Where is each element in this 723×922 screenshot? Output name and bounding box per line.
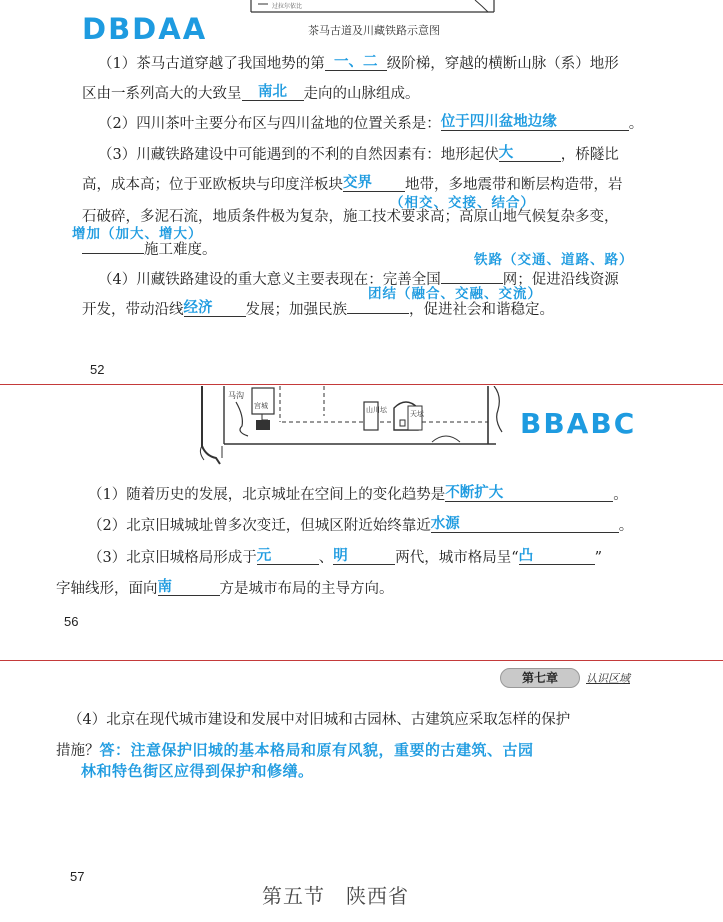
q4-line1: （4）川藏铁路建设的重大意义主要表现在：完善全国 网；促进沿线资源 bbox=[98, 267, 619, 290]
q1-line2: 区由一系列高大的大致呈 南北 走向的山脉组成。 bbox=[82, 84, 420, 102]
q56-3-line2: 字轴线形，面向南 方是城市布局的主导方向。 bbox=[56, 579, 394, 597]
page-divider bbox=[0, 660, 723, 661]
answer-blank: 位于四川盆地边缘 bbox=[440, 114, 557, 130]
map-label-tiantan: 天坛 bbox=[410, 410, 424, 418]
answer-blank: 南 bbox=[157, 579, 172, 595]
answer-blank: 不断扩大 bbox=[445, 485, 504, 501]
answer-blank: 大 bbox=[498, 145, 514, 161]
mc-answers-56: BBABC bbox=[520, 407, 637, 440]
map-legend-text: 过拉尔依比 bbox=[272, 3, 303, 10]
page-divider bbox=[0, 384, 723, 385]
answer-blank: 一、二 bbox=[333, 54, 378, 70]
chapter-subtitle: 认识区域 bbox=[586, 672, 630, 685]
answer-blank: 明 bbox=[333, 548, 348, 564]
q56-2-line: （2）北京旧城城址曾多次变迁，但城区附近始终靠近水源 。 bbox=[88, 516, 634, 534]
q56-3-line1: （3）北京旧城格局形成于元 、明 两代，城市格局呈“凸 ” bbox=[88, 548, 603, 566]
chapter-badge: 第七章 bbox=[500, 668, 580, 688]
q3-alt-answers: （相交、交接、结合） bbox=[390, 195, 535, 211]
answer-blank: 南北 bbox=[258, 84, 287, 100]
q3-line3: 石破碎，多泥石流，地质条件极为复杂，施工技术要求高；高原山地气候复杂多变， bbox=[82, 209, 619, 225]
page-number: 56 bbox=[64, 614, 79, 629]
q2-line: （2）四川茶叶主要分布区与四川盆地的位置关系是：位于四川盆地边缘 。 bbox=[98, 114, 644, 132]
answer-blank: 元 bbox=[256, 548, 272, 564]
q57-answer-line1: 答：注意保护旧城的基本格局和原有风貌，重要的古建筑、古园 bbox=[99, 741, 534, 759]
q3-line2: 高，成本高；位于亚欧板块与印度洋板块交界 地带，多地震带和断层构造带，岩 bbox=[82, 175, 623, 193]
q1-line1: （1）茶马古道穿越了我国地势的第 一、二 级阶梯，穿越的横断山脉（系）地形 bbox=[98, 54, 619, 72]
q4-answer-ethnic: 团结（融合、交融、交流） bbox=[368, 286, 542, 302]
q57-4-line2: 措施？答：注意保护旧城的基本格局和原有风貌，重要的古建筑、古园 bbox=[56, 741, 534, 759]
q56-1-line: （1）随着历史的发展，北京城址在空间上的变化趋势是不断扩大 。 bbox=[88, 485, 628, 503]
beijing-old-city-map bbox=[196, 386, 512, 466]
q3-line4: 施工难度。 bbox=[82, 237, 217, 260]
page-number: 57 bbox=[70, 869, 85, 884]
answer-blank: 交界 bbox=[343, 175, 372, 191]
page-number: 52 bbox=[90, 362, 105, 377]
tea-horse-road-map bbox=[250, 0, 495, 14]
q3-answer-difficulty: 增加（加大、增大） bbox=[72, 226, 203, 242]
map-label-palace: 宫城 bbox=[254, 402, 268, 410]
q57-4-line1: （4）北京在现代城市建设和发展中对旧城和古园林、古建筑应采取怎样的保护 bbox=[68, 712, 571, 728]
q4-line2: 开发，带动沿线经济 发展；加强民族 ，促进社会和谐稳定。 bbox=[82, 297, 554, 320]
q57-answer-line2: 林和特色街区应得到保护和修缮。 bbox=[81, 762, 314, 780]
map-label-left: 马沟 bbox=[228, 391, 244, 400]
mc-answers-52: DBDAA bbox=[82, 12, 208, 46]
map-label-shanchuan: 山川坛 bbox=[366, 406, 387, 414]
answer-blank: 经济 bbox=[183, 300, 213, 316]
map-caption: 茶马古道及川藏铁路示意图 bbox=[308, 24, 440, 37]
next-section-title: 第五节 陕西省 bbox=[262, 884, 409, 908]
answer-blank: 水源 bbox=[430, 516, 460, 532]
q3-line1: （3）川藏铁路建设中可能遇到的不利的自然因素有：地形起伏大 ，桥隧比 bbox=[98, 145, 619, 163]
answer-blank: 凸 bbox=[518, 548, 534, 564]
q4-answer-network: 铁路（交通、道路、路） bbox=[474, 252, 634, 268]
